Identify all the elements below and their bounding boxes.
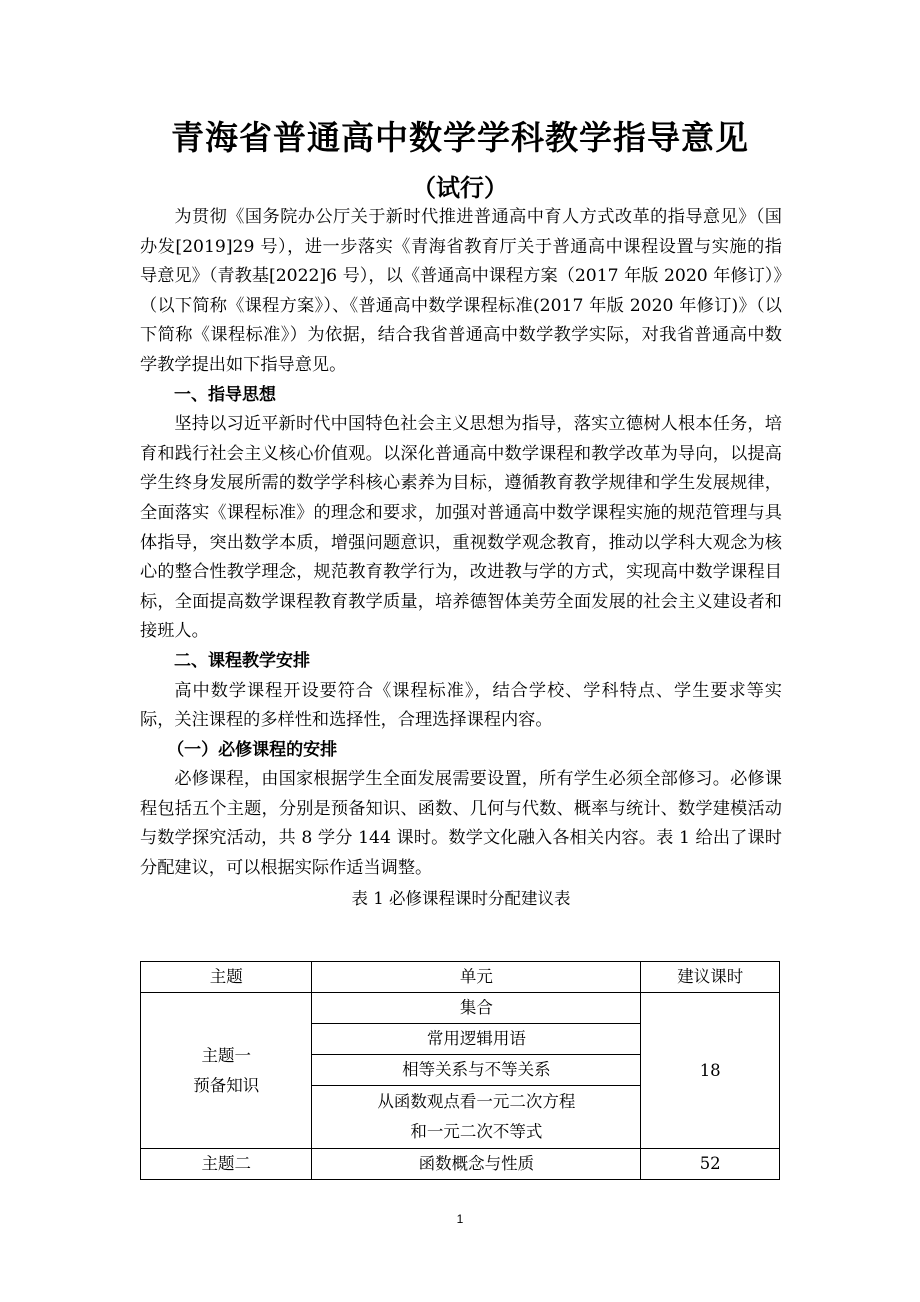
header-hours: 建议课时 bbox=[641, 962, 780, 993]
intro-paragraph: 为贯彻《国务院办公厅关于新时代推进普通高中育人方式改革的指导意见》（国办发[2019]29 号），进一步落实《青海省教育厅关于普通高中课程设置与实施的指导意见》（青教基[2022]6 号），以《普通高中课程方案（2017 年版 2020 年修订）》（以下简称《课程方案》）、《普通高中数学课程标准(2017 年版 2020 年修订)》（以下简称《课程标准》）为依据，结合我省普通高中数学教学实际，对我省普通高中数学教学提出如下指导意见。 bbox=[140, 207, 782, 375]
unit-line: 从函数观点看一元二次方程 bbox=[377, 1092, 576, 1111]
theme-two-cell: 主题二 bbox=[141, 1149, 312, 1180]
header-theme: 主题 bbox=[141, 962, 312, 993]
unit-cell: 函数概念与性质 bbox=[312, 1149, 641, 1180]
document-subtitle: （试行） bbox=[412, 174, 508, 202]
unit-cell: 相等关系与不等关系 bbox=[312, 1055, 641, 1086]
section-heading-course-arrangement: 二、课程教学安排 bbox=[174, 650, 310, 671]
page-number: 1 bbox=[456, 1212, 464, 1226]
theme-two-hours: 52 bbox=[641, 1149, 780, 1180]
course-hours-table bbox=[140, 961, 780, 1180]
guiding-ideology-paragraph: 坚持以习近平新时代中国特色社会主义思想为指导，落实立德树人根本任务，培育和践行社会主义核心价值观。以深化普通高中数学课程和教学改革为导向，以提高学生终身发展所需的数学学科核心素养为目标，遵循教育教学规律和学生发展规律，全面落实《课程标准》的理念和要求，加强对普通高中数学课程实施的规范管理与具体指导，突出数学本质，增强问题意识，重视数学观念教育，推动以学科大观念为核心的整合性教学理念，规范教育教学行为，改进教与学的方式，实现高中数学课程目标，全面提高数学课程教育教学质量，培养德智体美劳全面发展的社会主义建设者和接班人。 bbox=[140, 414, 782, 642]
table-header-row bbox=[141, 962, 780, 993]
course-arrangement-paragraph: 高中数学课程开设要符合《课程标准》，结合学校、学科特点、学生要求等实际，关注课程的多样性和选择性，合理选择课程内容。 bbox=[140, 680, 782, 731]
table-row bbox=[141, 993, 780, 1024]
table-row bbox=[141, 1149, 780, 1180]
theme-one-label: 主题一 bbox=[201, 1045, 251, 1065]
section-heading-guiding-ideology: 一、指导思想 bbox=[174, 384, 276, 405]
theme-one-cell bbox=[141, 993, 312, 1149]
unit-cell: 常用逻辑用语 bbox=[312, 1024, 641, 1055]
document-body bbox=[140, 203, 782, 915]
unit-cell bbox=[312, 1086, 641, 1149]
theme-one-name: 预备知识 bbox=[193, 1075, 260, 1095]
required-courses-paragraph: 必修课程，由国家根据学生全面发展需要设置，所有学生必须全部修习。必修课程包括五个主题，分别是预备知识、函数、几何与代数、概率与统计、数学建模活动与数学探究活动，共 8 学分 144 课时。数学文化融入各相关内容。表 1 给出了课时分配建议，可以根据实际作适当调整。 bbox=[140, 769, 782, 879]
theme-one-hours: 18 bbox=[641, 993, 780, 1149]
unit-cell: 集合 bbox=[312, 993, 641, 1024]
document-title: 青海省普通高中数学学科教学指导意见 bbox=[171, 118, 749, 157]
table-caption: 表 1 必修课程课时分配建议表 bbox=[351, 888, 571, 908]
subsection-heading-required-courses: （一）必修课程的安排 bbox=[167, 739, 338, 760]
header-unit: 单元 bbox=[312, 962, 641, 993]
unit-line: 和一元二次不等式 bbox=[410, 1122, 543, 1141]
